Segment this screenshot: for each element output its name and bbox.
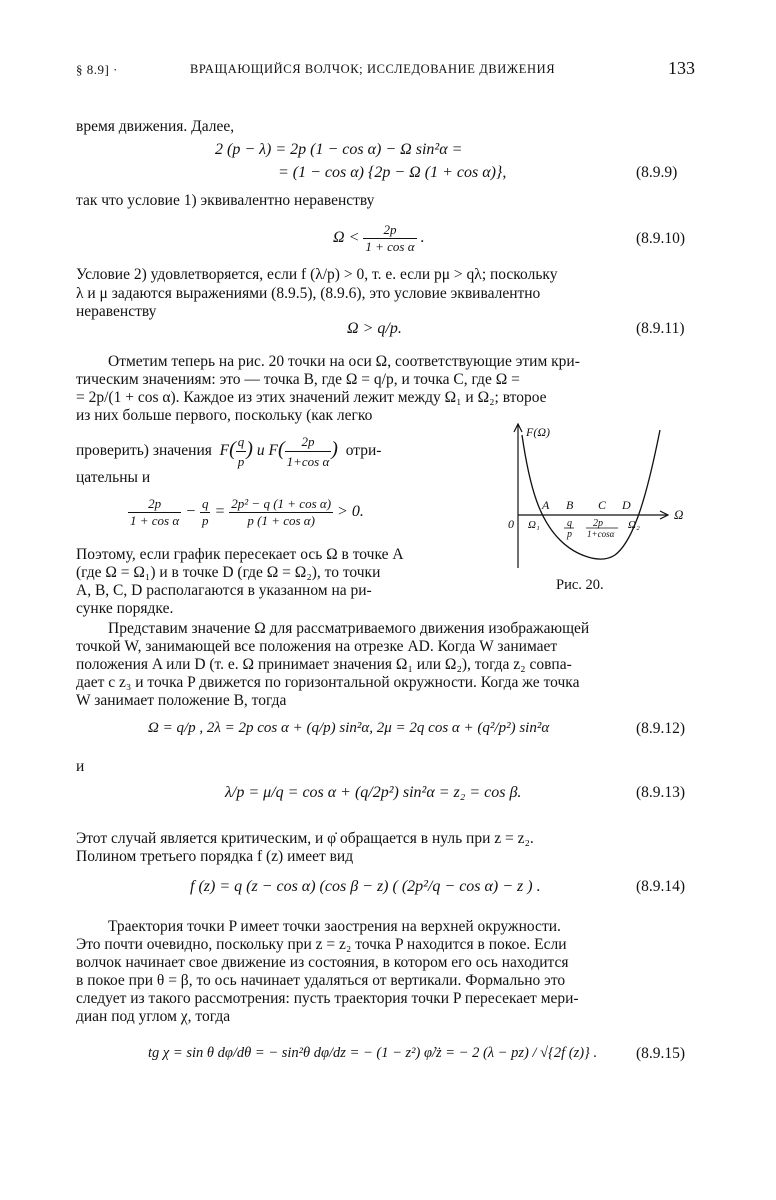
equation-number: (8.9.13) (636, 784, 686, 801)
equation-8-9-9-line2: = (1 − cos α) {2p − Ω (1 + cos α)}, (278, 164, 507, 181)
point-B: B (566, 498, 574, 512)
equation-8-9-12: Ω = q/p , 2λ = 2p cos α + (q/p) sin²α, 2μ = 2q cos α + (q²/p²) sin²α (148, 720, 550, 736)
text-line: время движения. Далее, (76, 118, 235, 135)
equation-8-9-14: f (z) = q (z − cos α) (cos β − z) ( (2p²/q − cos α) − z ) . (190, 878, 541, 895)
text-line: в покое при θ = β, то ось начинает удаляться от вертикали. Формально это (76, 972, 566, 989)
section-marker: § 8.9] · (76, 62, 118, 77)
text-line: = 2p/(1 + cos α). Каждое из этих значений лежит между Ω₁ и Ω₂; второе (76, 389, 547, 406)
equation-number: (8.9.10) (636, 230, 686, 247)
figure-20 (500, 420, 690, 570)
equation-8-9-11: Ω > q/p. (347, 320, 402, 337)
text-line: Это почти очевидно, поскольку при z = z₂ точка P находится в покое. Если (76, 936, 567, 953)
text-fragment: проверить) значения (76, 442, 212, 460)
y-axis-label: F(Ω) (526, 425, 550, 439)
text-line: Этот случай является критическим, и φ̇ обращается в нуль при z = z₂. (76, 830, 534, 847)
inequality-tail: > 0. (337, 503, 364, 521)
text-line (76, 432, 381, 471)
fraction-denominator: 1 + cos α (365, 239, 415, 254)
inline-formula: F( $\frac{q}{p}$ ) и F( $\frac{2p}{\text{1+cos α}}$ ) (215, 434, 338, 469)
2p-label: 2p (593, 518, 603, 529)
running-title: ВРАЩАЮЩИЙСЯ ВОЛЧОК; ИССЛЕДОВАНИЕ ДВИЖЕНИЯ (190, 62, 556, 76)
text-line: точкой W, занимающей все положения на отрезке AD. Когда W занимает (76, 638, 558, 655)
equation-8-9-15: tg χ = sin θ dφ/dθ = − sin²θ dφ/dz = − (1 − z²) φ̇/ż = − 2 (λ − pz) / √{2f (z)} . (148, 1045, 598, 1061)
text-line: Условие 2) удовлетворяется, если f (λ/p) > 0, т. е. если pμ > qλ; поскольку (76, 266, 558, 283)
text-line: неравенству (76, 303, 157, 320)
text-line: W занимает положение B, тогда (76, 692, 287, 709)
text-line: Отметим теперь на рис. 20 точки на оси Ω, соответствующие этим кри- (108, 353, 580, 370)
text-line: так что условие 1) эквивалентно неравенству (76, 192, 375, 209)
fraction-numerator: q (201, 496, 209, 511)
equation-8-9-9-line1: 2 (p − λ) = 2p (1 − cos α) − Ω sin²α = (215, 141, 463, 158)
text-line: λ и μ задаются выражениями (8.9.5), (8.9.6), это условие эквивалентно (76, 285, 541, 302)
point-C: C (598, 498, 607, 512)
text-line: Полином третьего порядка f (z) имеет вид (76, 848, 354, 865)
text-line: следует из такого рассмотрения: пусть траектория точки P пересекает мери- (76, 990, 579, 1007)
text-line: A, B, C, D располагаются в указанном на ри- (76, 582, 372, 599)
q-label: q (567, 518, 572, 529)
text-line: положения A или D (т. е. Ω принимает значения Ω₁ или Ω₂), тогда z₂ совпа- (76, 656, 572, 673)
curve-F-of-Omega (522, 430, 660, 559)
text-line: и (76, 758, 85, 775)
text-line: дает с z₃ и точка P движется по горизонтальной окружности. Когда же точка (76, 674, 580, 691)
text-line: из них больше первого, поскольку (как легко (76, 407, 373, 424)
fraction (363, 222, 416, 255)
page-number: 133 (668, 58, 695, 78)
1-plus-cos-label: 1+cosα (587, 529, 615, 539)
fraction-numerator: 2p (128, 496, 181, 513)
equation-8-9-13: λ/p = μ/q = cos α + (q/2p²) sin²α = z₂ = cos β. (225, 784, 522, 801)
text-line: волчок начинает свое движение из состояния, в котором его ось находится (76, 954, 569, 971)
equation-number: (8.9.15) (636, 1045, 686, 1062)
equation-number: (8.9.14) (636, 878, 686, 895)
fraction-numerator: 2p (363, 222, 416, 239)
inequality-equation: $\frac{2p}{\text{1 + cos α}}$ − $\frac{q}{p}$ = $\frac{\text{2p² − q (1 + cos α)}}{\text{p (1 + cos α)}}$ > 0. (130, 496, 364, 528)
x-axis-label: Ω (674, 507, 684, 522)
text-line: цательны и (76, 469, 151, 486)
fraction (229, 496, 333, 529)
omega-1-label: Ω₁ (528, 519, 540, 531)
equation-number: (8.9.9) (636, 164, 678, 181)
equation-number: (8.9.11) (636, 320, 685, 337)
fraction (200, 496, 211, 529)
text-line: сунке порядке. (76, 600, 174, 617)
text-line: Траектория точки P имеет точки заострения на верхней окружности. (108, 918, 561, 935)
p-label: p (567, 529, 572, 540)
figure-caption: Рис. 20. (556, 577, 604, 593)
omega-2-label: Ω₂ (628, 519, 640, 531)
equation-lhs: Ω < (333, 229, 360, 247)
point-A: A (542, 498, 550, 512)
text-line: (где Ω = Ω₁) и в точке D (где Ω = Ω₂), то точки (76, 564, 381, 581)
text-line: Поэтому, если график пересекает ось Ω в точке A (76, 546, 404, 563)
fraction-numerator: 2p² − q (1 + cos α) (231, 496, 332, 511)
text-fragment: отри- (345, 442, 382, 460)
text-line: тическим значениям: это — точка B, где Ω = q/p, и точка C, где Ω = (76, 371, 520, 388)
equation-number: (8.9.12) (636, 720, 686, 737)
text-line: диан под углом χ, тогда (76, 1008, 231, 1025)
fraction-denominator: p (201, 513, 209, 528)
text-line: Представим значение Ω для рассматриваемого движения изображающей (108, 620, 590, 637)
fraction-denominator: p (1 + cos α) (247, 513, 315, 528)
equation-8-9-10: Ω < $\frac{2p}{\text{1 + cos α}}$ . (333, 222, 425, 254)
fraction (128, 496, 181, 529)
fraction-denominator: 1 + cos α (130, 513, 180, 528)
origin-label: 0 (508, 517, 514, 531)
point-D: D (622, 498, 631, 512)
